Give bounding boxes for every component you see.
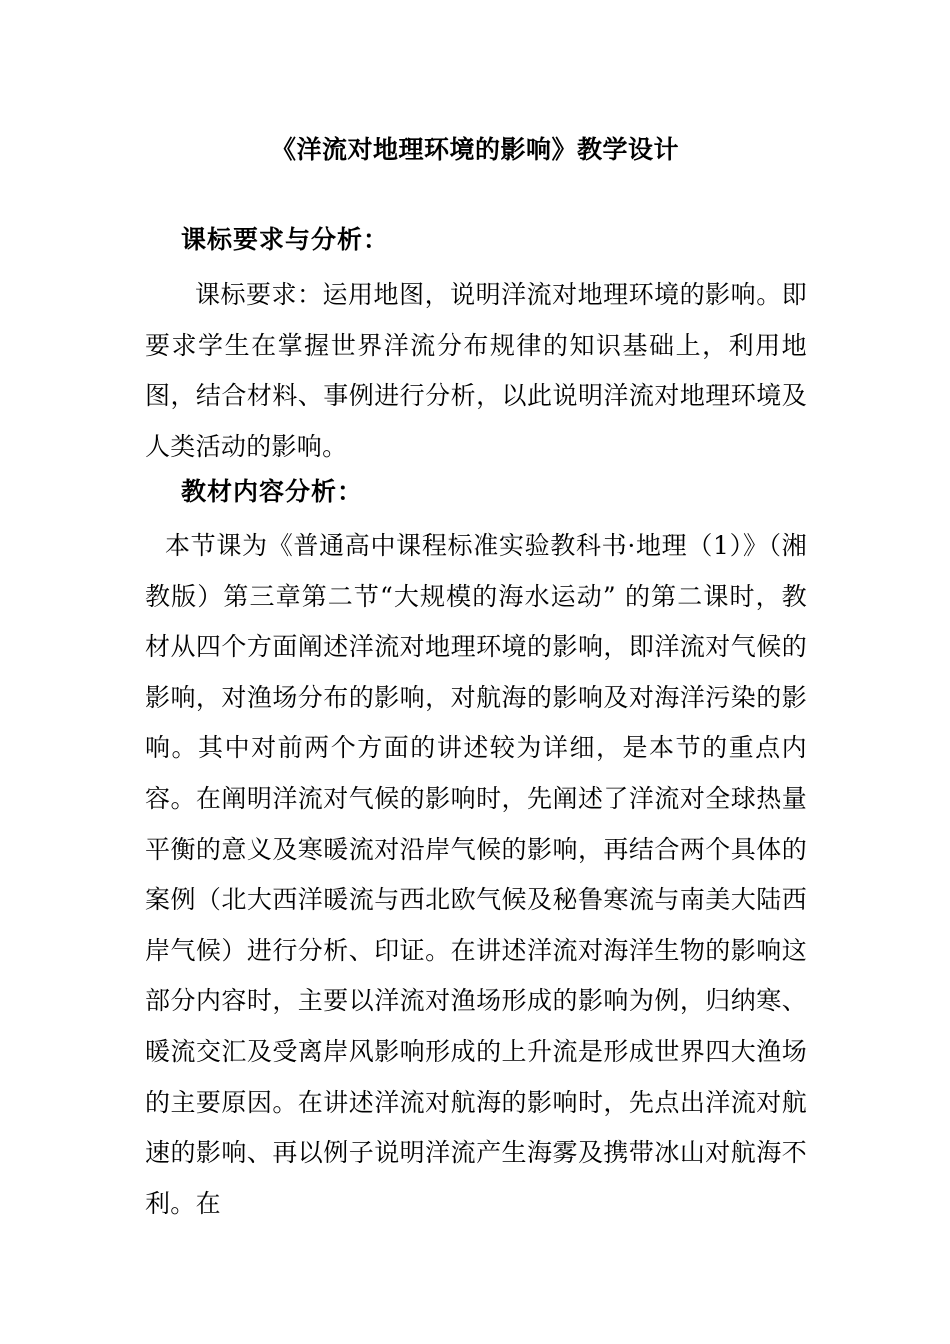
section-heading-curriculum-requirements: 课标要求与分析： [181,225,390,254]
document-title: 《洋流对地理环境的影响》教学设计 [270,135,679,164]
paragraph-curriculum-requirements: 课标要求：运用地图，说明洋流对地理环境的影响。即要求学生在掌握世界洋流分布规律的知识基础上，利用地图，结合材料、事例进行分析，以此说明洋流对地理环境及人类活动的影响。 [145,280,807,461]
paragraph-textbook-analysis: 本节课为《普通高中课程标准实验教科书·地理（1）》（湘教版）第三章第二节“大规模的海水运动” 的第二课时，教材从四个方面阐述洋流对地理环境的影响，即洋流对气候的影响，对渔场分布的影响，对航海的影响及对海洋污染的影响。其中对前两个方面的讲述较为详细，是本节的重点内容。在阐明洋流对气候的影响时，先阐述了洋流对全球热量平衡的意义及寒暖流对沿岸气候的影响，再结合两个具体的案例（北大西洋暖流与西北欧气候及秘鲁寒流与南美大陆西岸气候）进行分析、印证。在讲述洋流对海洋生物的影响这部分内容时，主要以洋流对渔场形成的影响为例，归纳寒、暖流交汇及受离岸风影响形成的上升流是形成世界四大渔场的主要原因。在讲述洋流对航海的影响时，先点出洋流对航速的影响、再以例子说明洋流产生海雾及携带冰山对航海不利。在 [145,531,807,1218]
section-heading-textbook-analysis: 教材内容分析： [181,477,364,506]
